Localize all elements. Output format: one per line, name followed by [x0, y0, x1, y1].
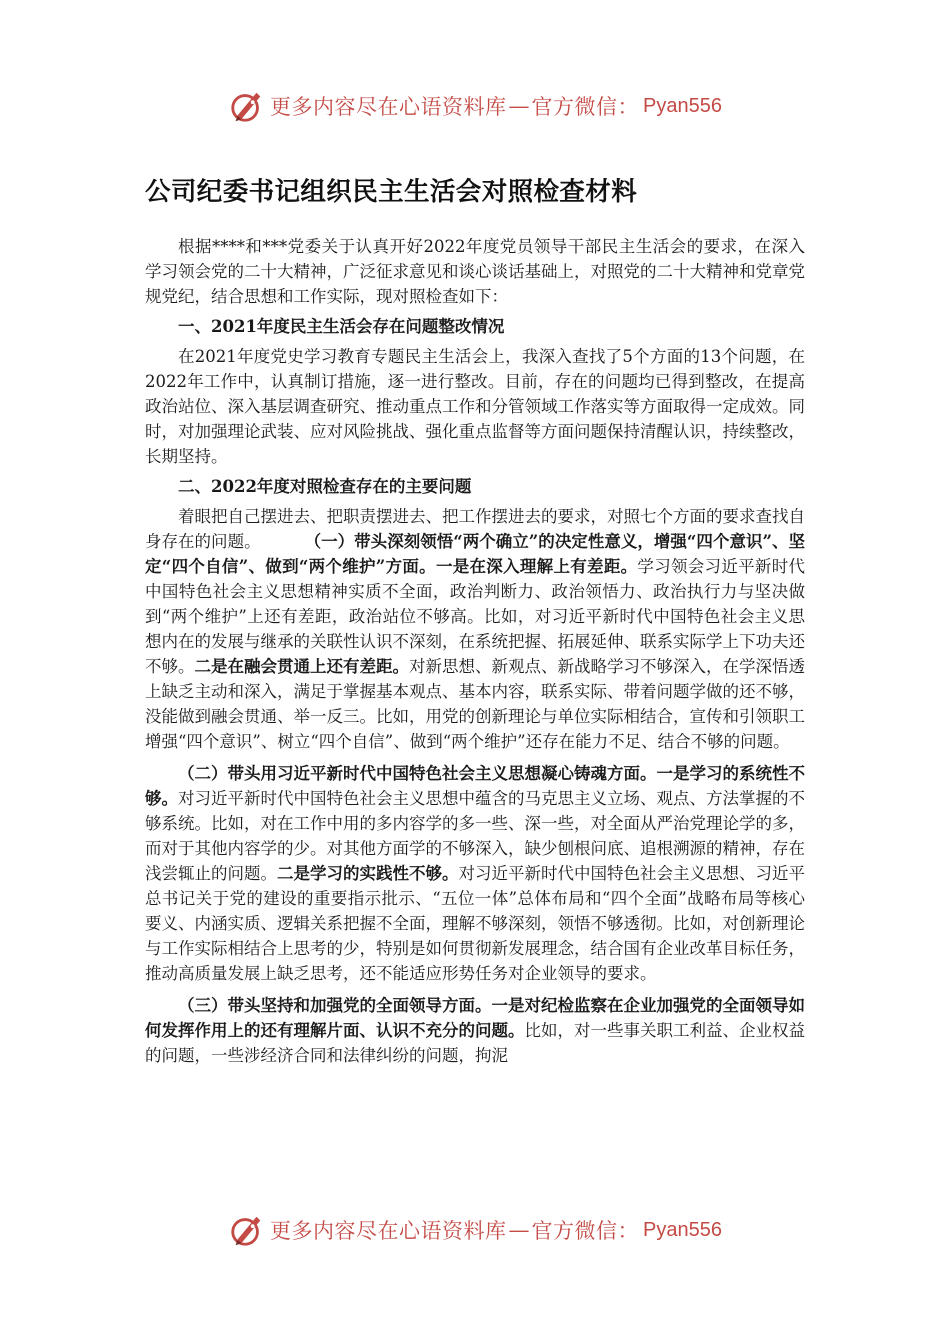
header-banner: [0, 84, 950, 128]
subsection-1-text: 学习领会习近平新时代中国特色社会主义思想精神实质不全面，政治判断力、政治领悟力、政治执行力与坚决做到“两个维护”上还有差距，政治站位不够高。比如，对习近平新时代中国特色社会主义思想内在的发展与继承的关联性认识不深刻，在系统把握、拓展延伸、联系实际学上下功夫还不够。: [145, 557, 806, 676]
banner-separator: —: [508, 1218, 530, 1242]
subsection-1-point-2: 二是在融会贯通上还有差距。: [194, 657, 409, 676]
subsection-2-text: 对习近平新时代中国特色社会主义思想中蕴含的马克思主义立场、观点、方法掌握的不够系统。比如，对在工作中用的多内容学的多一些、深一些，对全面从严治党理论学的多，而对于其他内容学的少。对其他方面学的不够深入，缺少刨根问底、追根溯源的精神，存在浅尝辄止的问题。: [145, 789, 805, 883]
subsection-1-heading: （一）带头深刻领悟“两个确立”的决定性意义，增强“四个意识”、坚定“四个自信”、做到“两个维护”方面。一是在深入理解上有差距。: [145, 532, 806, 576]
subsection-2-paragraph: [145, 761, 805, 986]
banner-text: 更多内容尽在心语资料库: [270, 1219, 507, 1243]
pen-logo-icon: [228, 1211, 266, 1249]
intro-paragraph: 根据****和***党委关于认真开好2022年度党员领导干部民主生活会的要求，在深入学习领会党的二十大精神，广泛征求意见和谈心谈话基础上，对照党的二十大精神和党章党规党纪，结合思想和工作实际，现对照检查如下：: [145, 237, 805, 306]
banner-text: 更多内容尽在心语资料库: [270, 95, 507, 119]
subsection-2-point-2: 二是学习的实践性不够。: [277, 864, 459, 883]
section-2-paragraph: [145, 504, 805, 754]
banner-wechat-label: 官方微信：: [531, 1219, 640, 1243]
banner-wechat-id: Pyan556: [643, 94, 722, 117]
footer-banner: [0, 1208, 950, 1252]
section-1-paragraph: 在2021年度党史学习教育专题民主生活会上，我深入查找了5个方面的13个问题，在2022年工作中，认真制订措施，逐一进行整改。目前，存在的问题均已得到整改，在提高政治站位、深入基层调查研究、推动重点工作和分管领域工作落实等方面取得一定成效。同时，对加强理论武装、应对风险挑战、强化重点监督等方面问题保持清醒认识，持续整改，长期坚持。: [145, 347, 805, 466]
section-heading-1: 一、2021年度民主生活会存在问题整改情况: [178, 317, 505, 336]
banner-wechat-label: 官方微信：: [531, 95, 640, 119]
subsection-1-point-2-text: 对新思想、新观点、新战略学习不够深入，在学深悟透上缺乏主动和深入，满足于掌握基本观点、基本内容，联系实际、带着问题学做的还不够，没能做到融会贯通、举一反三。比如，用党的创新理论与单位实际相结合，宣传和引领职工增强“四个意识”、树立“四个自信”、做到“两个维护”还存在能力不足、结合不够的问题。: [145, 657, 805, 751]
document-title: 公司纪委书记组织民主生活会对照检查材料: [145, 177, 638, 207]
section-2-lead-text: 着眼把自己摆进去、把职责摆进去、把工作摆进去的要求，对照七个方面的要求查找自身存在的问题。: [145, 507, 805, 551]
subsection-3-heading: （三）带头坚持和加强党的全面领导方面。一是对纪检监察在企业加强党的全面领导如何发挥作用上的还有理解片面、认识不充分的问题。: [145, 996, 805, 1040]
subsection-2-heading: （二）带头用习近平新时代中国特色社会主义思想凝心铸魂方面。一是学习的系统性不够。: [145, 764, 805, 808]
subsection-3-paragraph: [145, 993, 805, 1068]
section-heading-2: 二、2022年度对照检查存在的主要问题: [178, 477, 472, 496]
pen-logo-icon: [228, 87, 266, 125]
subsection-2-point-2-text: 对习近平新时代中国特色社会主义思想、习近平总书记关于党的建设的重要指示批示、“五位一体”总体布局和“四个全面”战略布局等核心要义、内涵实质、逻辑关系把握不全面，理解不够深刻，领悟不够透彻。比如，对创新理论与工作实际相结合上思考的少，特别是如何贯彻新发展理念，结合国有企业改革目标任务，推动高质量发展上缺乏思考，还不能适应形势任务对企业领导的要求。: [145, 864, 805, 983]
banner-separator: —: [508, 94, 530, 118]
document-body: [145, 172, 805, 1068]
banner-wechat-id: Pyan556: [643, 1218, 722, 1241]
subsection-3-text: 比如，对一些事关职工利益、企业权益的问题，一些涉经济合同和法律纠纷的问题，拘泥: [145, 1021, 805, 1065]
